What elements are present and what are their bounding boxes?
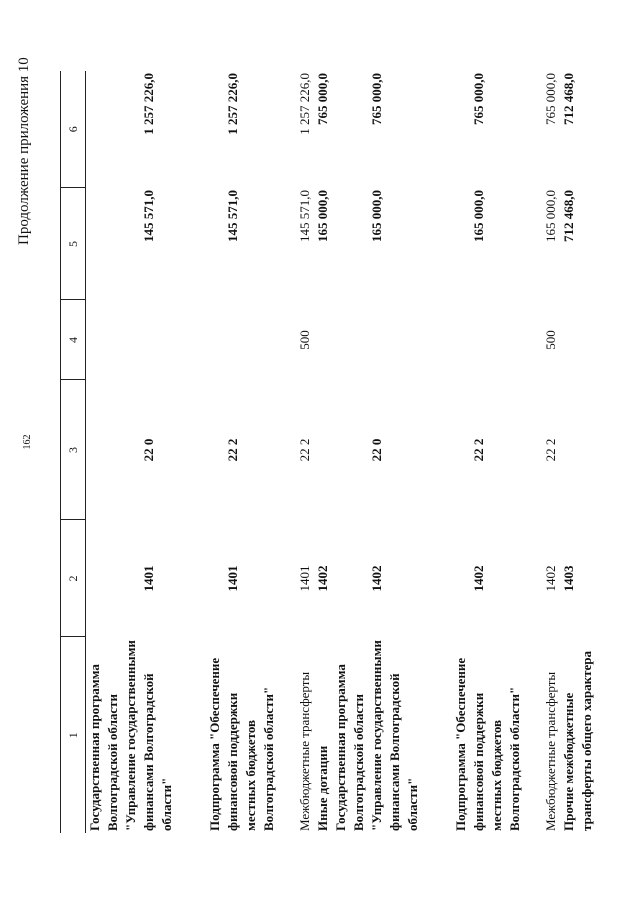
- row-name: Подпрограмма "Обеспечение финансовой поддержки местных бюджетов Волгоградской области": [206, 657, 276, 831]
- row-value-6: 1 257 226,0: [296, 73, 312, 135]
- col-header-5: 5: [61, 188, 86, 300]
- row-value-6: 1 257 226,0: [224, 73, 240, 135]
- col-header-2: 2: [61, 520, 86, 637]
- row-code: 1402: [368, 565, 384, 592]
- row-value-5: 165 000,0: [368, 190, 384, 242]
- row-name: Межбюджетные трансферты: [296, 671, 312, 831]
- row-value-5: 712 468,0: [560, 190, 576, 242]
- row-value-6: 712 468,0: [560, 73, 576, 125]
- row-csr: 22 0: [141, 438, 156, 462]
- row-value-5: 165 000,0: [542, 190, 558, 242]
- row-value-6: 765 000,0: [542, 73, 558, 125]
- row-value-6: 765 000,0: [368, 73, 384, 125]
- row-vr: [314, 300, 332, 380]
- row-csr: [560, 380, 596, 520]
- table-row: [530, 71, 560, 833]
- page-number: 162: [22, 434, 33, 450]
- col-header-6: 6: [61, 71, 86, 188]
- row-code: 1402: [470, 565, 486, 592]
- budget-table: [60, 71, 596, 833]
- row-vr: [332, 300, 440, 380]
- row-value-5: 165 000,0: [470, 190, 486, 242]
- row-csr: 22 2: [542, 438, 558, 462]
- col-header-3: 3: [61, 380, 86, 520]
- row-value-6: 765 000,0: [470, 73, 486, 125]
- row-csr: 22 0: [368, 438, 384, 462]
- row-csr: 22 2: [224, 438, 240, 462]
- table-row: [332, 71, 440, 833]
- continuation-label: Продолжение приложения 10: [16, 57, 32, 245]
- row-vr: [440, 300, 530, 380]
- row-value-6: 765 000,0: [314, 73, 330, 125]
- col-header-1: 1: [61, 637, 86, 833]
- row-name: Подпрограмма "Обеспечение финансовой поддержки местных бюджетов Волгоградской области": [452, 657, 522, 831]
- row-code: 1402: [542, 565, 558, 592]
- row-vr: [194, 300, 284, 380]
- row-value-5: 145 571,0: [224, 190, 240, 242]
- table-row: [194, 71, 284, 833]
- table-header-row: [61, 71, 86, 833]
- row-value-6: 1 257 226,0: [141, 73, 156, 135]
- table-row: [86, 71, 194, 833]
- row-name: Иные дотации: [314, 745, 330, 831]
- row-csr: 22 2: [296, 438, 312, 462]
- row-name: Межбюджетные трансферты: [542, 671, 558, 831]
- row-vr: 500: [542, 330, 558, 350]
- row-vr: [86, 300, 194, 380]
- row-code: 1401: [141, 565, 156, 592]
- row-value-5: 165 000,0: [314, 190, 330, 242]
- row-name: Государственная программа Волгоградской области "Управление государственными финансами Волгоградской области": [332, 640, 420, 831]
- row-value-5: 145 571,0: [296, 190, 312, 242]
- row-value-5: 145 571,0: [141, 190, 156, 242]
- row-code: 1402: [314, 565, 330, 592]
- row-vr: [560, 300, 596, 380]
- row-name: Прочие межбюджетные трансферты общего характера: [560, 651, 594, 831]
- row-code: 1403: [560, 565, 576, 592]
- table-row: [440, 71, 530, 833]
- table-row: [560, 71, 596, 833]
- row-code: 1401: [296, 565, 312, 592]
- row-name: Государственная программа Волгоградской области "Управление государственными финансами Волгоградской области": [87, 640, 174, 831]
- col-header-4: 4: [61, 300, 86, 380]
- row-vr: 500: [296, 330, 312, 350]
- row-csr: [314, 380, 332, 520]
- table-row: [314, 71, 332, 833]
- table-row: [284, 71, 314, 833]
- row-code: 1401: [224, 565, 240, 592]
- row-csr: 22 2: [470, 438, 486, 462]
